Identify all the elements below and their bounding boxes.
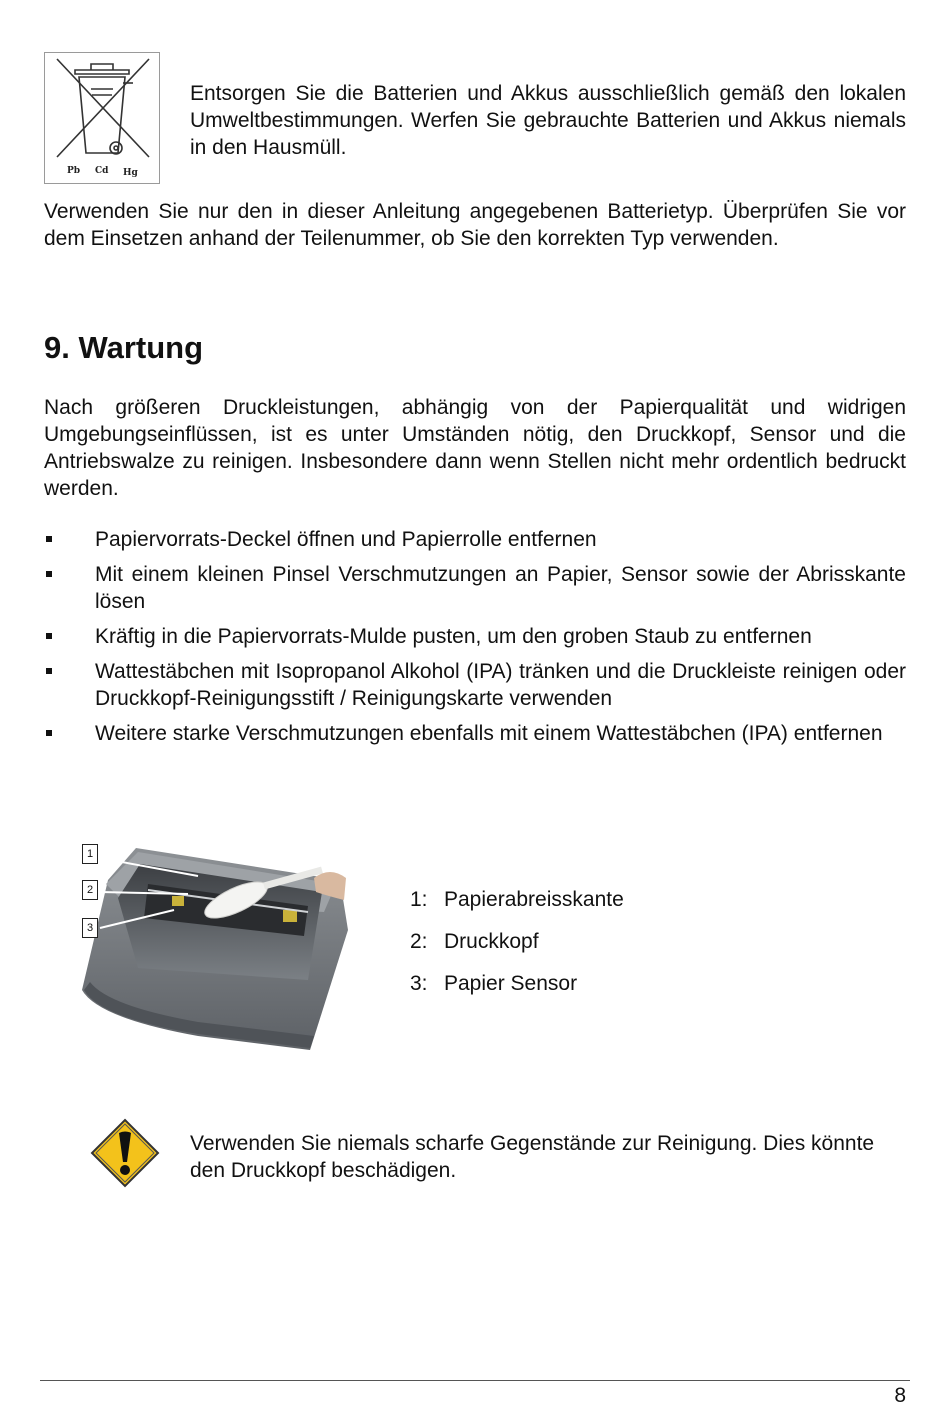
bullet-icon — [46, 730, 52, 736]
warning-text: Verwenden Sie niemals scharfe Gegenstände zur Reinigung. Dies könnte den Druckkopf beschädigen. — [190, 1132, 875, 1182]
page-number: 8 — [894, 1384, 906, 1407]
step-text: Wattestäbchen mit Isopropanol Alkohol (IPA) tränken und die Druckleiste reinigen oder Druckkopf-Reinigungsstift / Reinigungskarte verwenden — [95, 660, 906, 710]
bullet-icon — [46, 536, 52, 542]
legend-number: 3: — [410, 972, 428, 995]
bullet-icon — [46, 571, 52, 577]
list-item — [44, 658, 906, 712]
section-intro: Nach größeren Druckleistungen, abhängig von der Papierqualität und widrigen Umgebungseinflüssen, ist es unter Umständen nötig, den Druckkopf, Sensor und die Antriebswalze zu reinigen. Insbesondere dann wenn Stellen nicht mehr ordentlich bedruckt werden. — [44, 396, 906, 500]
battery-type-note: Verwenden Sie nur den in dieser Anleitung angegebenen Batterietyp. Überprüfen Sie vor dem Einsetzen anhand der Teilenummer, ob Sie den korrekten Typ verwenden. — [44, 200, 906, 250]
callout-2: 2 — [82, 880, 98, 900]
legend-row — [410, 886, 624, 913]
step-text: Mit einem kleinen Pinsel Verschmutzungen an Papier, Sensor sowie der Abrisskante lösen — [95, 563, 906, 613]
legend-row — [410, 928, 624, 955]
hg-label: Hg — [123, 168, 138, 178]
legend-row — [410, 970, 624, 997]
footer-divider — [40, 1380, 910, 1381]
callout-1: 1 — [82, 844, 98, 864]
step-text: Weitere starke Verschmutzungen ebenfalls mit einem Wattestäbchen (IPA) entfernen — [95, 722, 883, 745]
battery-disposal-note: Entsorgen Sie die Batterien und Akkus ausschließlich gemäß den lokalen Umweltbestimmungen. Werfen Sie gebrauchte Batterien und Akkus niemals in den Hausmüll. — [190, 82, 906, 159]
cd-label: Cd — [95, 166, 109, 176]
section-title: 9. Wartung — [44, 330, 204, 365]
legend-number: 1: — [410, 888, 428, 911]
legend-number: 2: — [410, 930, 428, 953]
legend-label: Druckkopf — [444, 930, 539, 953]
list-item — [44, 561, 906, 615]
step-text: Papiervorrats-Deckel öffnen und Papierrolle entfernen — [95, 528, 597, 551]
crossed-out-bin-icon — [45, 53, 159, 183]
printer-cleaning-photo — [78, 840, 354, 1056]
maintenance-steps-list — [44, 526, 906, 755]
pb-label: Pb — [67, 166, 81, 176]
bullet-icon — [46, 668, 52, 674]
callout-3: 3 — [82, 918, 98, 938]
weee-battery-disposal-icon — [44, 52, 160, 184]
legend-label: Papierabreisskante — [444, 888, 624, 911]
list-item — [44, 623, 906, 650]
figure-legend — [410, 886, 624, 1012]
warning-icon — [90, 1118, 160, 1188]
legend-label: Papier Sensor — [444, 972, 578, 995]
step-text: Kräftig in die Papiervorrats-Mulde pusten, um den groben Staub zu entfernen — [95, 625, 812, 648]
list-item — [44, 526, 906, 553]
list-item — [44, 720, 906, 747]
bullet-icon — [46, 633, 52, 639]
